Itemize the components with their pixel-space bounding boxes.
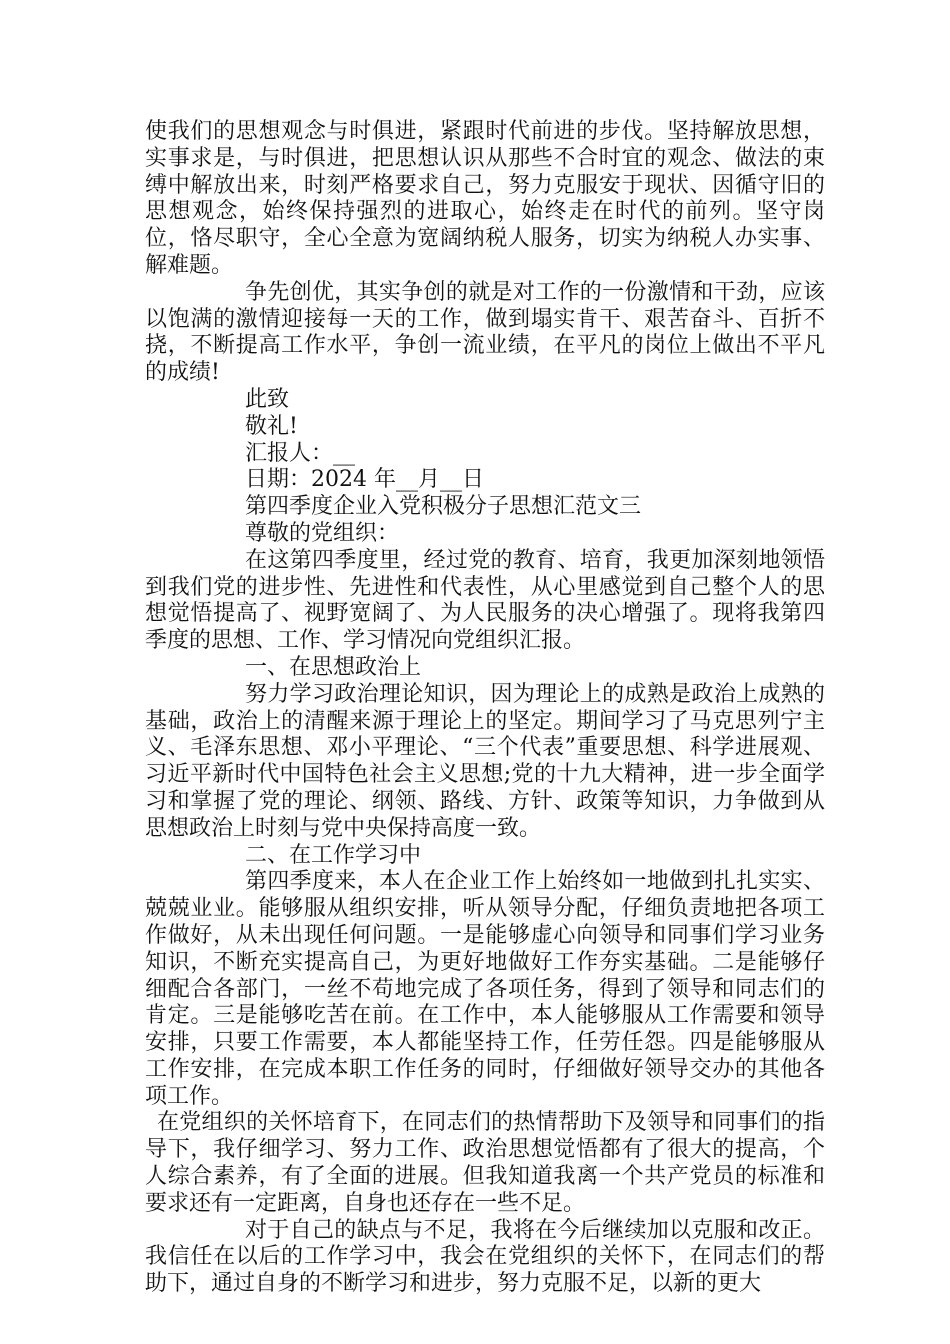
section-title: 第四季度企业入党积极分子思想汇范文三	[245, 494, 642, 520]
greeting: 尊敬的党组织：	[245, 520, 400, 546]
reporter-line: 汇报人：__	[245, 440, 356, 466]
heading-political-thought: 一、在思想政治上	[245, 654, 422, 680]
paragraph-strive-excellence: 争先创优，其实争创的就是对工作的一份激情和干劲，应该以饱满的激情迎接每一天的工作，做到塌实肯干、艰苦奋斗、百折不挠，不断提高工作水平，争创一流业绩，在平凡的岗位上做出不平凡的成绩!	[145, 279, 825, 386]
paragraph-continuation: 使我们的思想观念与时俱进，紧跟时代前进的步伐。坚持解放思想，实事求是，与时俱进，把思想认识从那些不合时宜的观念、做法的束缚中解放出来，时刻严格要求自己，努力克服安于现状、因循守旧的思想观念，始终保持强烈的进取心，始终走在时代的前列。坚守岗位，恪尽职守，全心全意为宽阔纳税人服务，切实为纳税人办实事、解难题。	[145, 119, 825, 278]
paragraph-work-study: 第四季度来，本人在企业工作上始终如一地做到扎扎实实、兢兢业业。能够服从组织安排，听从领导分配，仔细负责地把各项工作做好，从未出现任何问题。一是能够虚心向领导和同事们学习业务知识，不断充实提高自己，为更好地做好工作夯实基础。二是能够仔细配合各部门，一丝不苟地完成了各项任务，得到了领导和同志们的肯定。三是能够吃苦在前。在工作中，本人能够服从工作需要和领导安排，只要工作需要，本人都能坚持工作，任劳任怨。四是能够服从工作安排，在完成本职工作任务的同时，仔细做好领导交办的其他各项工作。	[145, 869, 825, 1109]
closing-salutation: 此致	[245, 386, 290, 412]
paragraph-political-study: 努力学习政治理论知识，因为理论上的成熟是政治上成熟的基础，政治上的清醒来源于理论上的坚定。期间学习了马克思列宁主义、毛泽东思想、邓小平理论、“三个代表”重要思想、科学进展观、习近平新时代中国特色社会主义思想;党的十九大精神，进一步全面学习和掌握了党的理论、纲领、路线、方针、政策等知识，力争做到从思想政治上时刻与党中央保持高度一致。	[145, 681, 825, 841]
document-page	[145, 119, 825, 1298]
heading-work-study: 二、在工作学习中	[245, 842, 422, 868]
closing-regards: 敬礼!	[245, 413, 298, 439]
paragraph-intro: 在这第四季度里，经过党的教育、培育，我更加深刻地领悟到我们党的进步性、先进性和代表性，从心里感觉到自己整个人的思想觉悟提高了、视野宽阔了、为人民服务的决心增强了。现将我第四季度的思想、工作、学习情况向党组织汇报。	[145, 547, 825, 654]
paragraph-shortcomings: 对于自己的缺点与不足，我将在今后继续加以克服和改正。我信任在以后的工作学习中，我会在党组织的关怀下，在同志们的帮助下，通过自身的不断学习和进步，努力克服不足，以新的更大	[145, 1217, 825, 1297]
paragraph-progress: 在党组织的关怀培育下，在同志们的热情帮助下及领导和同事们的指导下，我仔细学习、努力工作、政治思想觉悟都有了很大的提高，个人综合素养，有了全面的进展。但我知道我离一个共产党员的标准和要求还有一定距离，自身也还存在一些不足。	[145, 1110, 825, 1216]
date-line: 日期：2024 年__月__日	[245, 467, 484, 493]
